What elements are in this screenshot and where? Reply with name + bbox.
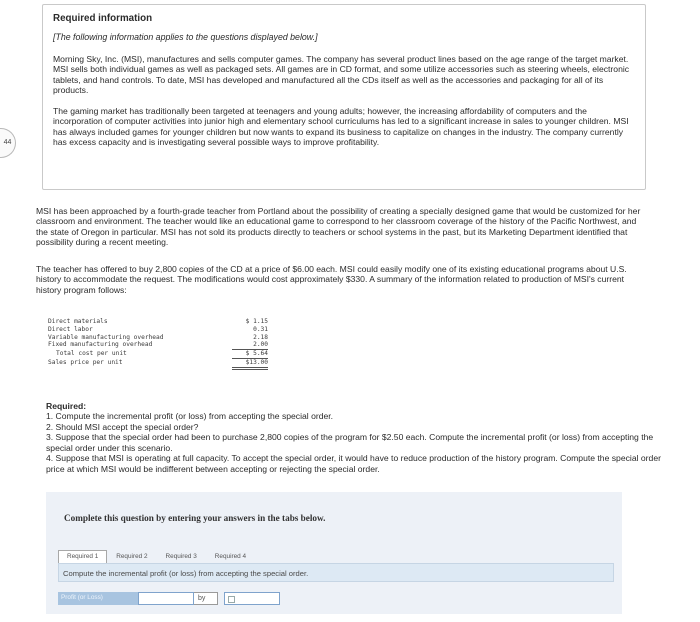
required-item-1: 1. Compute the incremental profit (or loss) from accepting the special order. — [46, 411, 334, 422]
tab-required-4[interactable]: Required 4 — [214, 553, 247, 560]
cost-label: Total cost per unit — [56, 350, 127, 357]
cost-amount: $ 1.15 — [245, 318, 268, 325]
cost-label: Direct labor — [48, 325, 93, 333]
table-row — [48, 318, 268, 326]
info-paragraph-2: The gaming market has traditionally been targeted at teenagers and young adults; however, the increasing affordability of computers and the incorporation of computer activities into junior high and elementary school curriculums has led to a significant increase in sales to younger children. MSI has always included games for younger children but now wants to expand its business to capitalize on changes in the industry. The company currently has excess capacity and is investigating several possible ways to improve profitability. — [53, 105, 629, 148]
cost-summary-table — [48, 318, 268, 370]
tab-required-1[interactable]: Required 1 — [58, 550, 107, 563]
by-label: by — [194, 592, 218, 605]
cost-amount: 0.31 — [253, 325, 268, 333]
profit-loss-select-box[interactable] — [138, 592, 194, 605]
side-tab-label: 44 — [3, 138, 12, 146]
cost-amount: $ 5.64 — [232, 350, 268, 359]
answer-panel — [46, 492, 622, 614]
cost-label: Fixed manufacturing overhead — [48, 341, 153, 349]
answer-row — [58, 592, 280, 605]
incremental-profit-input[interactable] — [224, 592, 280, 605]
table-row — [48, 359, 268, 370]
required-information-box — [42, 4, 646, 190]
table-row — [48, 341, 268, 350]
required-item-2: 2. Should MSI accept the special order? — [46, 421, 199, 432]
cost-amount: $13.00 — [232, 359, 268, 370]
cost-label: Sales price per unit — [48, 358, 123, 366]
table-row — [48, 350, 268, 359]
cost-amount: 2.00 — [232, 341, 268, 350]
required-section — [46, 401, 666, 474]
approach-paragraph: MSI has been approached by a fourth-grade teacher from Portland about the possibility of creating a specially designed game that would be customized for her classroom and environment. The teacher would like an educational game to correspond to her classroom coverage of the history of the Pacific Northwest, and the state of Oregon in particular. MSI has not sold its products directly to teachers or school systems in the past, but its Marketing Department identified that possibility during a recent meeting. — [36, 206, 641, 248]
tab-required-2[interactable]: Required 2 — [116, 553, 148, 560]
cost-label: Variable manufacturing overhead — [48, 333, 164, 341]
required-tabs — [58, 550, 255, 563]
table-row — [48, 334, 268, 342]
info-subtitle: [The following information applies to the questions displayed below.] — [53, 31, 318, 42]
offer-paragraph: The teacher has offered to buy 2,800 copies of the CD at a price of $6.00 each. MSI could easily modify one of its existing educational programs about U.S. history to accommodate the request. The modifications would cost approximately $330. A summary of the information related to production of MSI's current history program follows: — [36, 264, 627, 295]
question-prompt: Compute the incremental profit (or loss) from accepting the special order. — [58, 563, 614, 582]
cost-amount: 2.18 — [253, 333, 268, 341]
required-item-4: 4. Suppose that MSI is operating at full capacity. To accept the special order, it would have to reduce production of the history program. Compute the special order price at which MSI would be indifferent between accepting or rejecting the special order. — [46, 453, 661, 474]
info-paragraph-1: Morning Sky, Inc. (MSI), manufactures and sells computer games. The company has several product lines based on the age range of the target market. MSI sells both individual games as well as packaged sets. All games are in CD format, and some utilize accessories such as steering wheels, electronic tablets, and hand controls. To date, MSI has developed and manufactured all the CDs itself as well as the accessories and packaging for all of its products. — [53, 53, 630, 96]
complete-instruction: Complete this question by entering your answers in the tabs below. — [64, 513, 326, 523]
cost-label: Direct materials — [48, 318, 108, 325]
profit-loss-dropdown[interactable]: Profit (or Loss) — [58, 592, 138, 605]
side-tab[interactable] — [0, 128, 16, 158]
required-item-3: 3. Suppose that the special order had been to purchase 2,800 copies of the program for $2.50 each. Compute the incremental profit (or loss) from accepting the special order under this scenario. — [46, 432, 654, 453]
table-row — [48, 326, 268, 334]
info-title: Required information — [53, 13, 153, 24]
tab-required-3[interactable]: Required 3 — [165, 553, 197, 560]
required-heading: Required: — [46, 401, 87, 411]
